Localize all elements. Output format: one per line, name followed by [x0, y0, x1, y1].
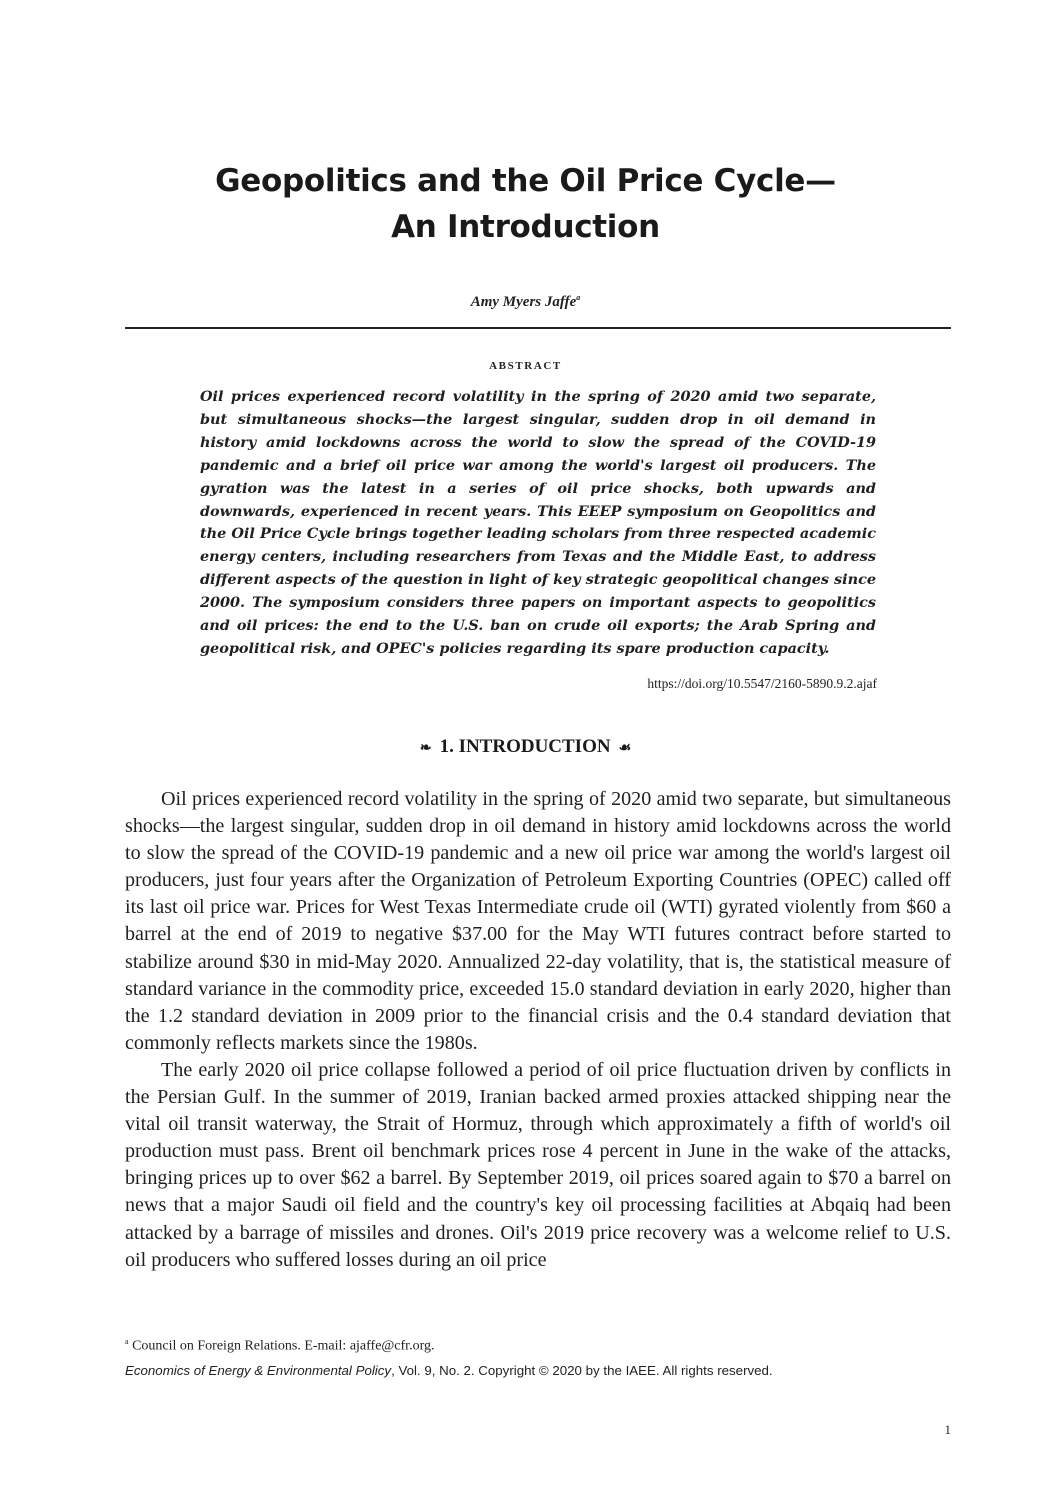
footnote-mark: a [125, 1337, 129, 1346]
paper-title [0, 158, 1051, 250]
header-rule [125, 327, 951, 329]
page-number: 1 [944, 1422, 951, 1437]
paragraph-1: Oil prices experienced record volatility in the spring of 2020 amid two separate, but simultaneous shocks—the largest singular, sudden drop in oil demand in history amid lockdowns across the world to slow the spread of the COVID-19 pandemic and a new oil price war among the world's largest oil producers, just four years after the Organization of Petroleum Exporting Countries (OPEC) called off its last oil price war. Prices for West Texas Intermediate crude oil (WTI) gyrated violently from $60 a barrel at the end of 2019 to negative $37.00 for the May WTI futures contract before started to stabilize around $30 in mid-May 2020. Annualized 22-day volatility, that is, the statistical measure of standard variance in the commodity price, exceeded 15.0 standard deviation in early 2020, higher than the 1.2 standard deviation in 2009 prior to the financial crisis and the 0.4 standard deviation that commonly reflects markets since the 1980s. [125, 788, 951, 1054]
author-footnote-mark: a [576, 293, 581, 302]
ornament-left-icon: ❧ [419, 741, 432, 756]
footnote-text: Council on Foreign Relations. E-mail: ajaffe@cfr.org. [132, 1338, 435, 1354]
section-heading [0, 736, 1051, 758]
doi-link[interactable]: https://doi.org/10.5547/2160-5890.9.2.ajaf [647, 676, 877, 691]
body-text [125, 786, 951, 1274]
title-line-2: An Introduction [391, 209, 660, 245]
abstract-text: Oil prices experienced record volatility in the spring of 2020 amid two separate, but simultaneous shocks—the largest singular, sudden drop in oil demand in history amid lockdowns across the world to slow the spread of the COVID-19 pandemic and a brief oil price war among the world's largest oil producers. The gyration was the latest in a series of oil price shocks, both upwards and downwards, experienced in recent years. This EEEP symposium on Geopolitics and the Oil Price Cycle brings together leading scholars from three respected academic energy centers, including researchers from Texas and the Middle East, to address different aspects of the question in light of key strategic geopolitical changes since 2000. The symposium considers three papers on important aspects to geopolitics and oil prices: the end to the U.S. ban on crude oil exports; the Arab Spring and geopolitical risk, and OPEC's policies regarding its spare production capacity. [200, 388, 876, 657]
paragraph-2: The early 2020 oil price collapse followed a period of oil price fluctuation driven by conflicts in the Persian Gulf. In the summer of 2019, Iranian backed armed proxies attacked shipping near the vital oil transit waterway, the Strait of Hormuz, through which approximately a fifth of world's oil production must pass. Brent oil benchmark prices rose 4 percent in June in the wake of the attacks, bringing prices up to over $62 a barrel. By September 2019, oil prices soared again to $70 a barrel on news that a major Saudi oil field and the country's key oil processing facilities at Abqaiq had been attacked by a barrage of missiles and drones. Oil's 2019 price recovery was a welcome relief to U.S. oil producers who suffered losses during an oil price [125, 1058, 951, 1271]
footnote [125, 1337, 434, 1355]
journal-name: Economics of Energy & Environmental Policy [125, 1363, 392, 1378]
section-heading-text: 1. INTRODUCTION [439, 736, 611, 757]
ornament-right-icon: ☙ [618, 741, 632, 756]
journal-citation [125, 1363, 773, 1378]
author-line [0, 293, 1051, 311]
title-line-1: Geopolitics and the Oil Price Cycle— [215, 163, 836, 199]
journal-details: , Vol. 9, No. 2. Copyright © 2020 by the IAEE. All rights reserved. [391, 1363, 773, 1378]
abstract-heading: ABSTRACT [489, 360, 562, 372]
author-name: Amy Myers Jaffe [470, 294, 577, 310]
